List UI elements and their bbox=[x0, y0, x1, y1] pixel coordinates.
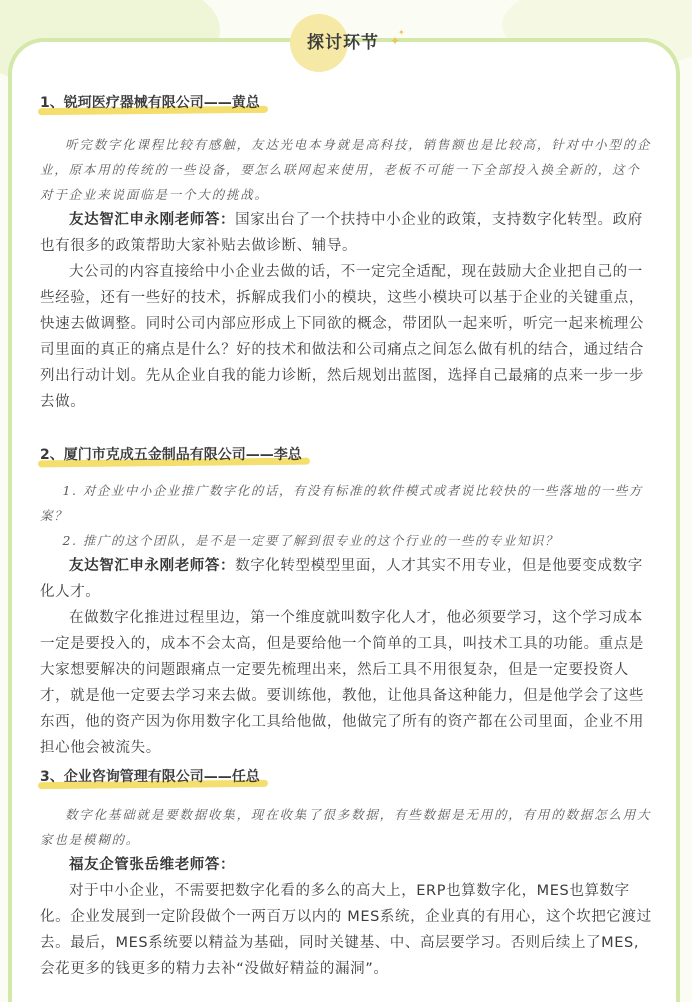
answer-text: 数字化转型模型里面，人才其实不用专业，但是他要变成数字化人才。 bbox=[40, 558, 643, 600]
answer-text: 国家出台了一个扶持中小企业的政策，支持数字化转型。政府也有很多的政策帮助大家补贴去做诊断、辅导。 bbox=[40, 212, 643, 254]
answer-paragraph: 对于中小企业，不需要把数字化看的多么的高大上，ERP也算数字化，MES也算数字化。企业发展到一定阶段做个一两百万以内的 MES系统，企业真的有用心，这个坎把它渡过去。最后，MES系统要以精益为基础，同时关键基、中、高层要学习。否则后续上了MES,会花更多的钱更多的精力去补“没做好精益的漏洞”。 bbox=[40, 883, 652, 977]
question-text: 数字化基础就是要数据收集，现在收集了很多数据，有些数据是无用的，有用的数据怎么用大家也是模糊的。 bbox=[40, 807, 652, 847]
sparkle-icon: ✦ bbox=[390, 34, 401, 48]
answer-speaker-line bbox=[40, 852, 654, 878]
answer-paragraph bbox=[40, 207, 654, 259]
section-heading: 3、企业咨询管理有限公司——任总 bbox=[36, 766, 264, 788]
section-heading: 2、厦门市克成五金制品有限公司——李总 bbox=[36, 444, 306, 466]
section-heading: 1、锐珂医疗器械有限公司——黄总 bbox=[36, 92, 264, 114]
question-text-1: 1. 对企业中小企业推广数字化的话，有没有标准的软件模式或者说比较快的一些落地的一些方案？ bbox=[40, 483, 643, 523]
answer-paragraph bbox=[40, 553, 654, 605]
answer-speaker: 福友企管张岳维老师答： bbox=[69, 857, 236, 873]
answer-paragraph-2: 在做数字化推进过程里边，第一个维度就叫数字化人才，他必须要学习，这个学习成本一定是要投入的，成本不会太高，但是要给他一个简单的工具，叫技术工具的功能。重点是大家想要解决的问题跟痛点一定要先梳理出来，然后工具不用很复杂，但是一定要投资人才，就是他一定要去学习来去做。要训练他，教他，让他具备这种能力，但是他学会了这些东西，他的资产因为你用数字化工具给他做，他做完了所有的资产都在公司里面，企业不用担心他会被流失。 bbox=[40, 610, 644, 756]
sparkle-small-icon: ✦ bbox=[398, 28, 405, 37]
discussion-section-2 bbox=[40, 444, 654, 761]
answer-paragraph-2: 大公司的内容直接给中小企业去做的话，不一定完全适配，现在鼓励大企业把自己的一些经验，还有一些好的技术，拆解成我们小的模块，这些小模块可以基于企业的关键重点，快速去做调整。同时公司内部应形成上下同欲的概念，带团队一起来听，听完一起来梳理公司里面的真正的痛点是什么？好的技术和做法和公司痛点之间怎么做有机的结合，通过结合列出行动计划。先从企业自我的能力诊断，然后规划出蓝图，选择自己最痛的点来一步一步去做。 bbox=[40, 264, 644, 410]
question-text-2: 2. 推广的这个团队，是不是一定要了解到很专业的这个行业的一些的专业知识？ bbox=[62, 533, 559, 548]
answer-speaker: 友达智汇申永刚老师答： bbox=[69, 212, 236, 228]
question-text: 听完数字化课程比较有感触，友达光电本身就是高科技，销售额也是比较高，针对中小型的企业，原本用的传统的一些设备，要怎么联网起来使用，老板不可能一下全部投入换全新的，这个对于企业来说面临是一个大的挑战。 bbox=[40, 137, 652, 202]
page-title: 探讨环节 bbox=[307, 32, 379, 53]
section-title-badge bbox=[284, 14, 404, 66]
discussion-section-1 bbox=[40, 92, 654, 415]
answer-speaker: 友达智汇申永刚老师答： bbox=[69, 558, 236, 574]
discussion-section-3 bbox=[40, 766, 654, 982]
